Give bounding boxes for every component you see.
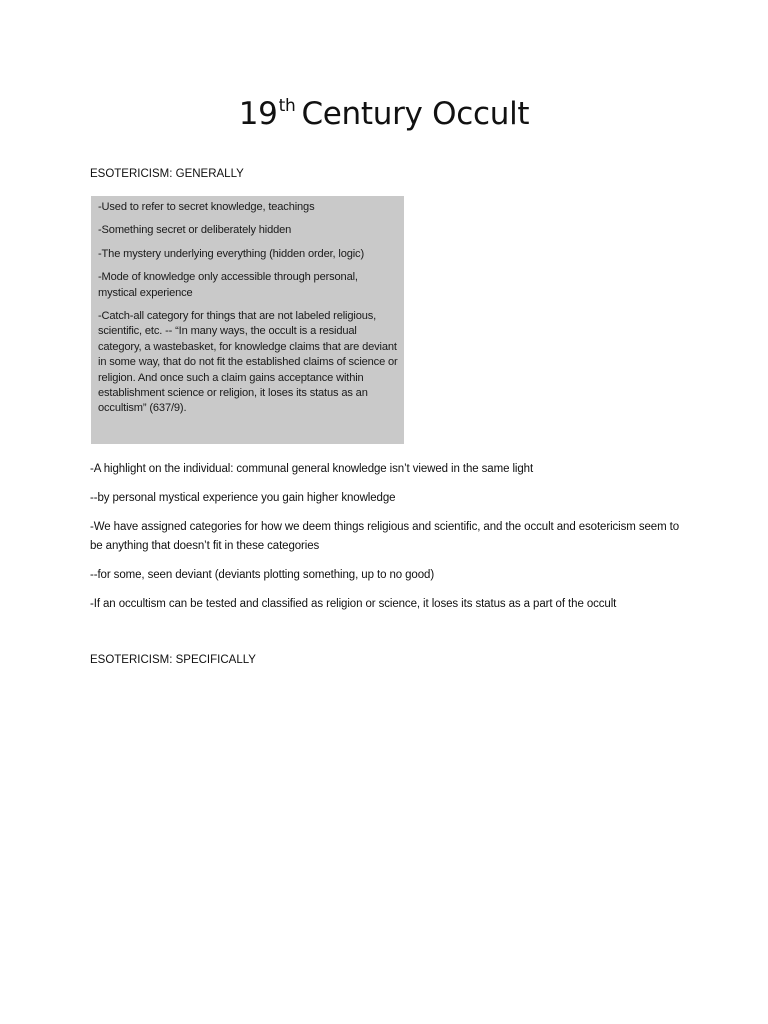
note-item: -A highlight on the individual: communal general knowledge isn’t viewed in the same light xyxy=(90,463,534,475)
section-heading-generally: ESOTERICISM: GENERALLY xyxy=(90,168,244,180)
section-heading-specifically: ESOTERICISM: SPECIFICALLY xyxy=(90,654,256,666)
quote-item: -Something secret or deliberately hidden xyxy=(98,224,292,237)
title-superscript: th xyxy=(278,96,296,116)
quote-item: -The mystery underlying everything (hidden order, logic) xyxy=(98,247,364,260)
quote-item: -Used to refer to secret knowledge, teachings xyxy=(98,201,315,213)
note-item: -If an occultism can be tested and classified as religion or science, it loses its status as a part of the occult xyxy=(90,598,617,610)
page-title xyxy=(0,96,768,132)
quote-item: -Mode of knowledge only accessible through personal, mystical experience xyxy=(98,271,358,299)
title-text: Century Occult xyxy=(301,96,530,132)
note-item: --for some, seen deviant (deviants plotting something, up to no good) xyxy=(90,569,435,581)
quote-box xyxy=(91,196,404,444)
title-number: 19 xyxy=(238,96,278,132)
notes-list xyxy=(90,460,690,624)
note-item: -We have assigned categories for how we deem things religious and scientific, and the occult and esotericism seem to be anything that doesn’t fit in these categories xyxy=(90,521,680,552)
quote-item: -Catch-all category for things that are not labeled religious, scientific, etc. -- “In many ways, the occult is a residual category, a wastebasket, for knowledge claims that are deviant in some way, that do not fit the established claims of science or religion. And once such a claim gains acceptance within establishment science or religion, it loses its status as an occultism” (637/9). xyxy=(98,310,398,415)
note-item: --by personal mystical experience you gain higher knowledge xyxy=(90,492,396,504)
